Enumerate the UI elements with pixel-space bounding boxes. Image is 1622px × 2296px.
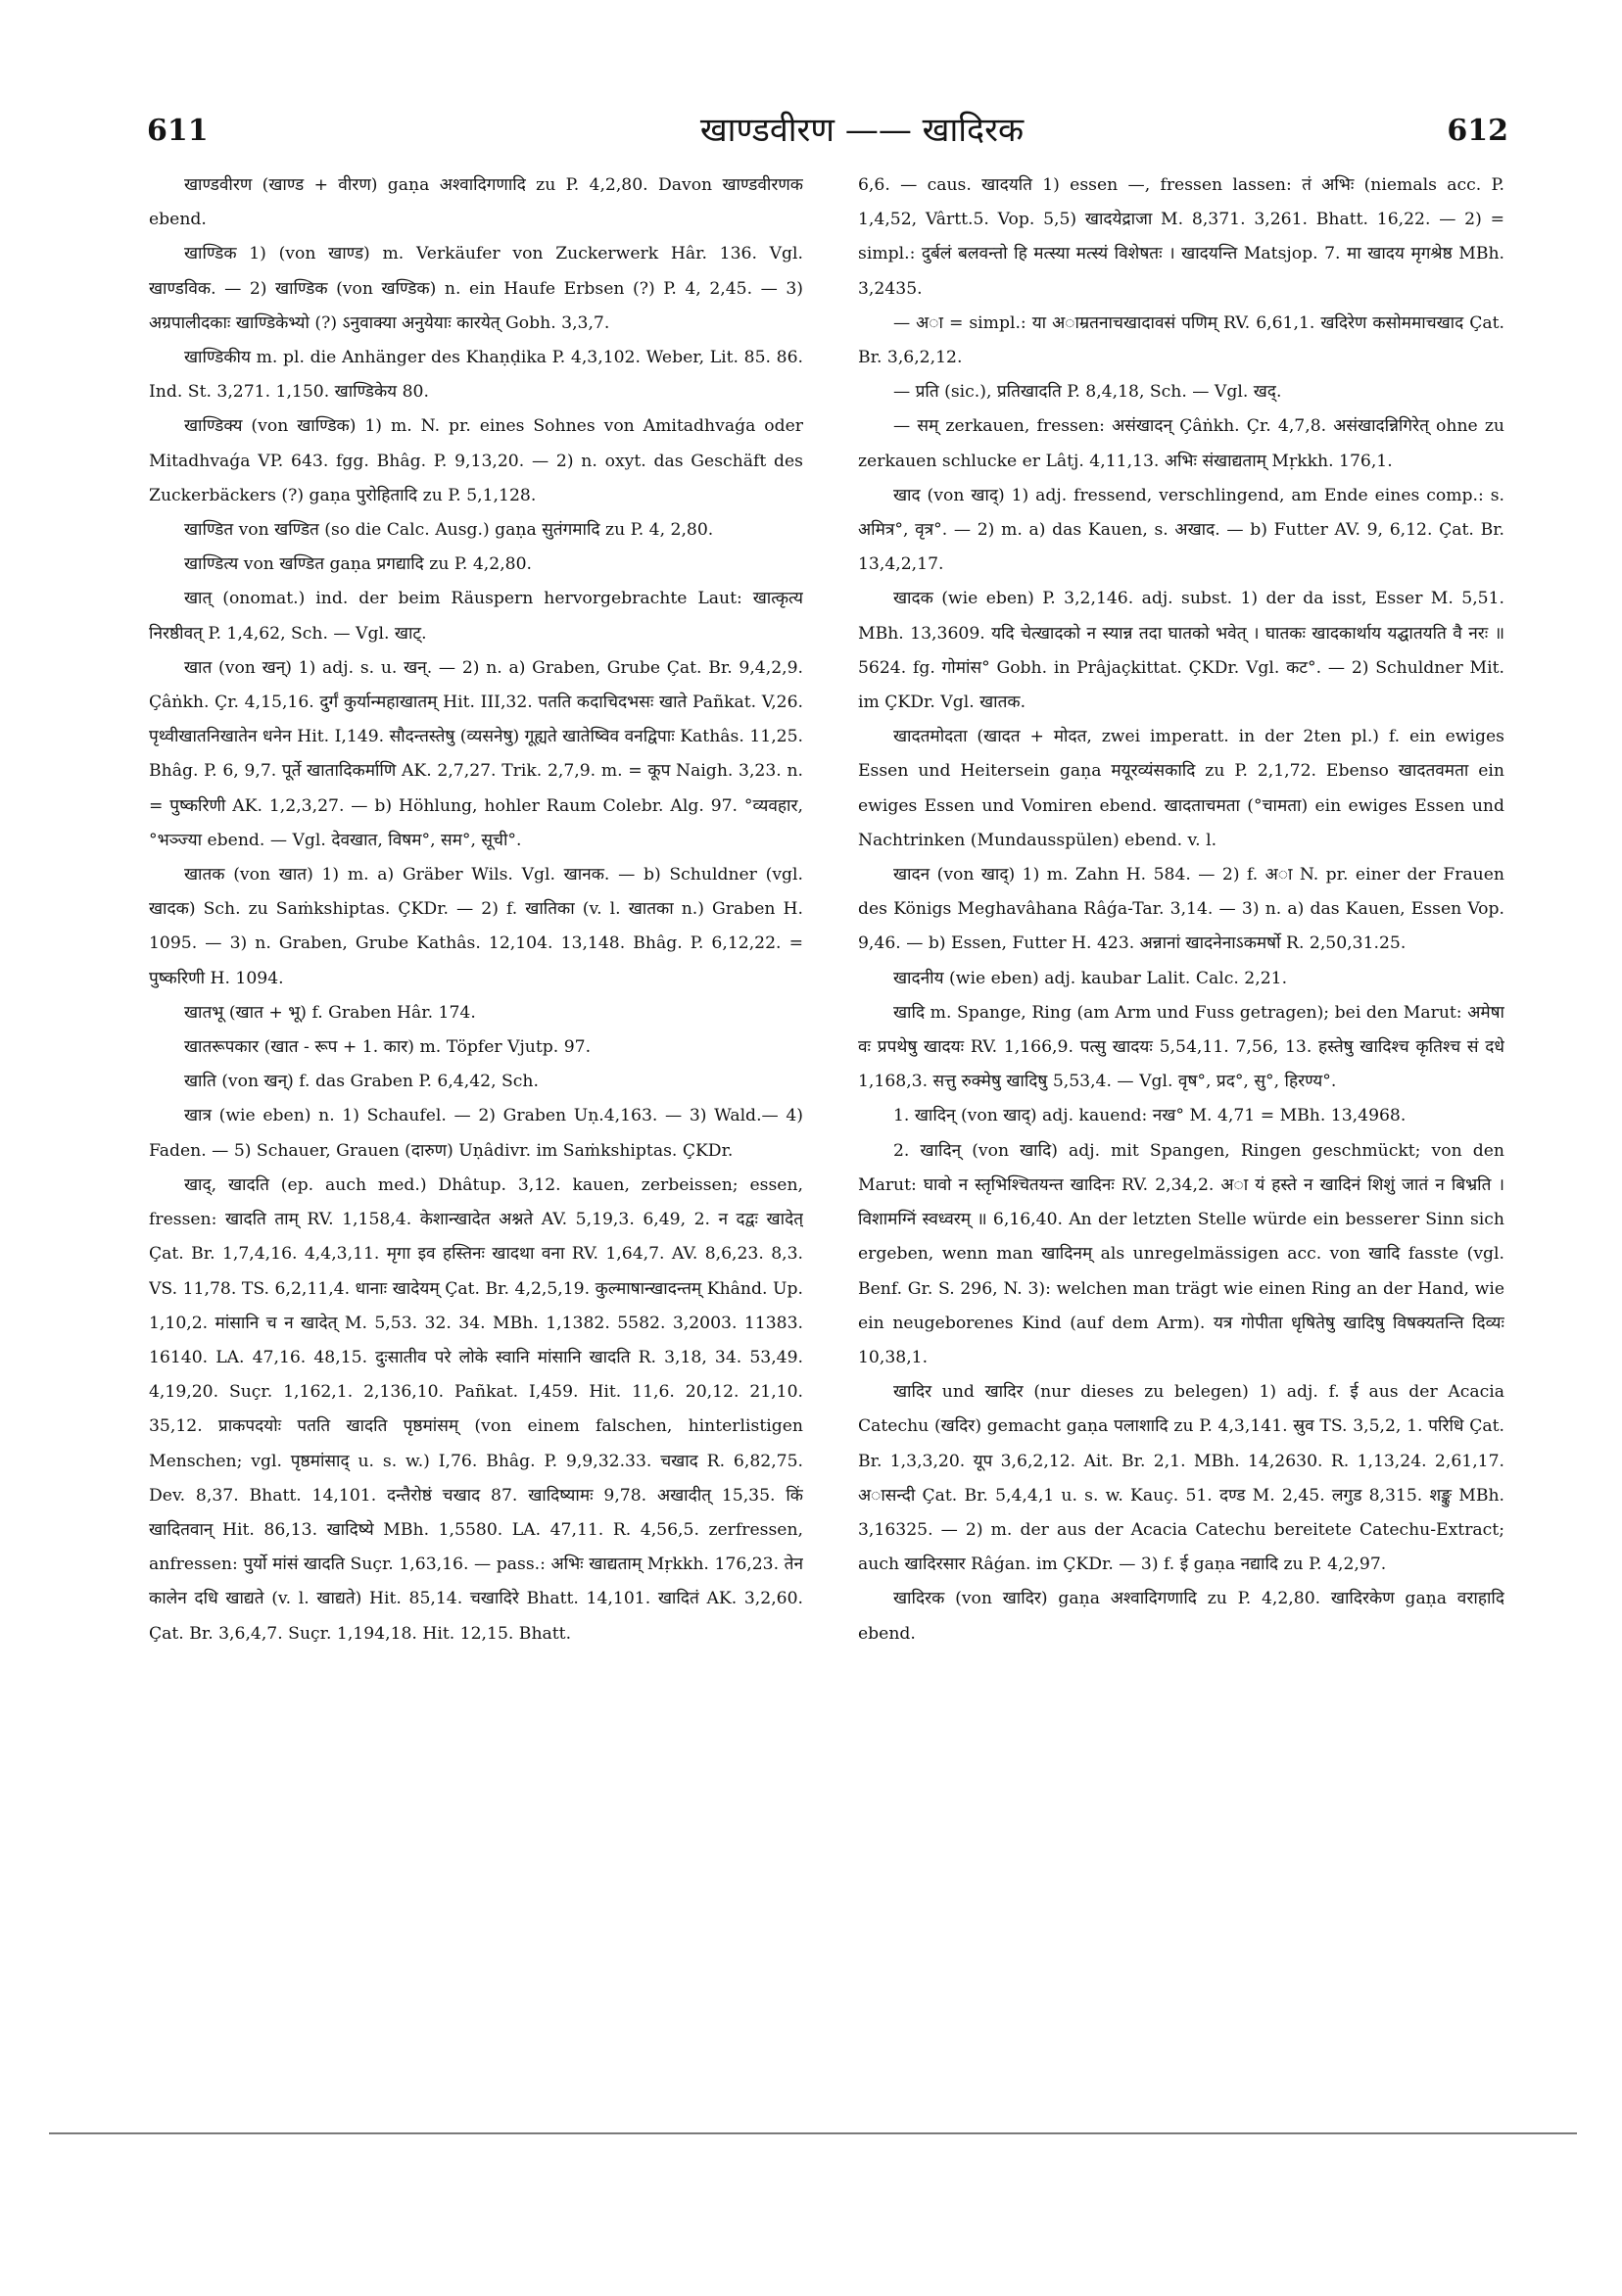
entry: — अा = simpl.: या अाम्रतनाचखादावसं पणिम् RV. 6,61,1. खदिरेण कसोममाचखाद Çat. Br. 3,6,2,12. <box>858 312 1504 368</box>
entry: खात् (onomat.) ind. der beim Räuspern hervorgebrachte Laut: खात्कृत्य निरष्ठीवत् P. 1,4,62, Sch. — Vgl. खाट्. <box>149 589 803 644</box>
entry: खाद्, खादति (ep. auch med.) Dhâtup. 3,12. kauen, zerbeissen; essen, fressen: खादति ताम् RV. 1,158,4. केशान्खादेत अश्नते AV. 5,19,3. 6,49, 2. न दद्वः खादेत् Çat. Br. 1,7,4,16. 4,4,3,11. मृगा इव हस्तिनः खादथा वना RV. 1,64,7. AV. 8,6,23. 8,3. VS. 11,78. TS. 6,2,11,4. धानाः खादेयम् Çat. Br. 4,2,5,19. कुल्माषान्खादन्तम् Khând. Up. 1,10,2. मांसानि च न खादेत् M. 5,53. 32. 34. MBh. 1,1382. 5582. 3,2003. 11383. 16140. LA. 47,16. 48,15. दुःसातीव परे लोके स्वानि मांसानि खादति R. 3,18, 34. 53,49. 4,19,20. Suçr. 1,162,1. 2,136,10. Pañkat. I,459. Hit. 11,6. 20,12. 21,10. 35,12. प्राकपदयोः पतति खादति पृष्ठमांसम् (von einem falschen, hinterlistigen Menschen; vgl. पृष्ठमांसाद् u. s. w.) I,76. Bhâg. P. 9,9,32.33. चखाद R. 6,82,75. Dev. 8,37. Bhatt. 14,101. दन्तैरोष्ठं चखाद 87. खादिष्यामः 9,78. अखादीत् 15,35. किं खादितवान् Hit. 86,13. खादिष्ये MBh. 1,5580. LA. 47,11. R. 4,56,5. zerfressen, anfressen: पुर्यो मांसं खादति Suçr. 1,63,16. — pass.: अभिः खाद्यताम् Mṛkkh. 176,23. तेन कालेन दधि खाद्यते (v. l. खाद्यते) Hit. 85,14. चखादिरे Bhatt. 14,101. खादितं AK. 3,2,60. Çat. Br. 3,6,4,7. Suçr. 1,194,18. Hit. 12,15. Bhatt. <box>149 1174 803 1644</box>
entry: खाण्डित्य von खण्डित gaṇa प्रगद्यादि zu P. 4,2,80. <box>184 554 532 575</box>
right-column <box>858 168 1504 2030</box>
entry: — सम् zerkauen, fressen: असंखादन् Çâṅkh. Çr. 4,7,8. असंखादन्निगिरेत् ohne zu zerkauen schlucke er Lâtj. 4,11,13. अभिः संखाद्यताम् Mṛkkh. 176,1. <box>858 416 1504 471</box>
entry: खाति (von खन्) f. das Graben P. 6,4,42, Sch. <box>184 1072 539 1092</box>
page-number-right: 612 <box>1447 114 1508 148</box>
entry: — प्रति (sic.), प्रतिखादति P. 8,4,18, Sch. — Vgl. खद्. <box>893 382 1282 403</box>
entry: खातभू (खात + भू) f. Graben Hâr. 174. <box>184 1002 476 1023</box>
page-number-left: 611 <box>147 114 209 148</box>
entry: खातरूपकार (खात - रूप + 1. कार) m. Töpfer Vjutp. 97. <box>184 1037 592 1058</box>
entry: खादतमोदता (खादत + मोदत, zwei imperatt. in der 2ten pl.) f. ein ewiges Essen und Heitersein gaṇa मयूरव्यंसकादि zu P. 2,1,72. Ebenso खादतवमता ein ewiges Essen und Vomiren ebend. खादताचमता (°चामता) ein ewiges Essen und Nachtrinken (Mundausspülen) ebend. v. l. <box>858 727 1504 850</box>
entry: खाण्डिक 1) (von खाण्ड) m. Verkäufer von Zuckerwerk Hâr. 136. Vgl. खाण्डविक. — 2) खाण्डिक (von खण्डिक) n. ein Haufe Erbsen (?) P. 4, 2,45. — 3) अग्रपालीदकाः खाण्डिकेभ्यो (?) ऽनुवाक्या अनुयेयाः कारयेत् Gobh. 3,3,7. <box>149 244 803 333</box>
entry: खात (von खन्) 1) adj. s. u. खन्. — 2) n. a) Graben, Grube Çat. Br. 9,4,2,9. Çâṅkh. Çr. 4,15,16. दुर्गं कुर्यान्महाखातम् Hit. III,32. पतति कदाचिदभसः खाते Pañkat. V,26. पृथ्वीखातनिखातेन धनेन Hit. I,149. सौदन्तस्तेषु (व्यसनेषु) गूह्यते खातेष्विव वनद्विपाः Kathâs. 11,25. Bhâg. P. 6, 9,7. पूर्ते खातादिकर्माणि AK. 2,7,27. Trik. 2,7,9. m. = कूप Naigh. 3,23. n. = पुष्करिणी AK. 1,2,3,27. — b) Höhlung, hohler Raum Colebr. Alg. 97. °व्यवहार, °भञ्ज्या ebend. — Vgl. देवखात, विषम°, सम°, सूची°. <box>149 657 803 850</box>
page-header <box>147 106 1508 155</box>
entry-continuation: 6,6. — caus. खादयति 1) essen —, fressen lassen: तं अभिः (niemals acc. P. 1,4,52, Vârtt.5. Vop. 5,5) खादयेद्राजा M. 8,371. 3,261. Bhatt. 16,22. — 2) = simpl.: दुर्बलं बलवन्तो हि मत्स्या मत्स्यं विशेषतः । खादयन्ति Matsjop. 7. मा खादय मृगश्रेष्ठ MBh. 3,2435. <box>858 175 1504 299</box>
entry: खाण्डित von खण्डित (so die Calc. Ausg.) gaṇa सुतंगमादि zu P. 4, 2,80. <box>184 520 714 541</box>
entry: खादक (wie eben) P. 3,2,146. adj. subst. 1) der da isst, Esser M. 5,51. MBh. 13,3609. यदि चेत्खादको न स्यान्न तदा घातको भवेत् । घातकः खादकार्थाय यद्घातयति वै नरः ॥ 5624. fg. गोमांस° Gobh. in Prâjaçkittat. ÇKDr. Vgl. कट°. — 2) Schuldner Mit. im ÇKDr. Vgl. खातक. <box>858 589 1504 713</box>
entry: खादिरक (von खादिर) gaṇa अश्वादिगणादि zu P. 4,2,80. खादिरकेण gaṇa वराहादि ebend. <box>858 1589 1504 1644</box>
entry: खाद (von खाद्) 1) adj. fressend, verschlingend, am Ende eines comp.: s. अमित्र°, वृत्र°. — 2) m. a) das Kauen, s. अखाद. — b) Futter AV. 9, 6,12. Çat. Br. 13,4,2,17. <box>858 485 1504 575</box>
entry: खादिर und खादिर (nur dieses zu belegen) 1) adj. f. ई aus der Acacia Catechu (खदिर) gemacht gaṇa पलाशादि zu P. 4,3,141. स्रुव TS. 3,5,2, 1. परिधि Çat. Br. 1,3,3,20. यूप 3,6,2,12. Ait. Br. 2,1. MBh. 14,2630. R. 1,13,24. 2,61,17. अासन्दी Çat. Br. 5,4,4,1 u. s. w. Kauç. 51. दण्ड M. 2,45. लगुड 8,315. शङ्कु MBh. 3,16325. — 2) m. der aus der Acacia Catechu bereitete Catechu-Extract; auch खादिरसार Râǵan. im ÇKDr. — 3) f. ई gaṇa नद्यादि zu P. 4,2,97. <box>858 1382 1504 1575</box>
entry: खाण्डवीरण (खाण्ड + वीरण) gaṇa अश्वादिगणादि zu P. 4,2,80. Davon खाण्डवीरणक ebend. <box>149 175 803 230</box>
running-head: खाण्डवीरण —— खादिरक <box>699 111 1025 150</box>
entry: खादनीय (wie eben) adj. kaubar Lalit. Calc. 2,21. <box>893 968 1288 988</box>
entry: खाण्डिक्य (von खाण्डिक) 1) m. N. pr. eines Sohnes von Amitadhvaǵa oder Mitadhvaǵa VP. 643. fgg. Bhâg. P. 9,13,20. — 2) n. oxyt. das Geschäft des Zuckerbäckers (?) gaṇa पुरोहितादि zu P. 5,1,128. <box>149 416 803 505</box>
entry: खाण्डिकीय m. pl. die Anhänger des Khaṇḍika P. 4,3,102. Weber, Lit. 85. 86. Ind. St. 3,271. 1,150. खाण्डिकेय 80. <box>149 348 803 403</box>
entry: 2. खादिन् (von खादि) adj. mit Spangen, Ringen geschmückt; von den Marut: घावो न स्तृभिश्चितयन्त खादिनः RV. 2,34,2. अा यं हस्ते न खादिनं शिशुं जातं न बिभ्रति । विशामग्निं स्वध्वरम् ॥ 6,16,40. An der letzten Stelle würde ein besserer Sinn sich ergeben, wenn man खादिनम् als unregelmässigen acc. von खादि fasste (vgl. Benf. Gr. S. 296, N. 3): welchen man trägt wie einen Ring an der Hand, wie ein neugeborenes Kind (auf dem Arm). यत्र गोपीता धृषितेषु खादिषु विषक्यतन्ति दिव्यः 10,38,1. <box>858 1140 1504 1367</box>
footer-rule <box>49 2132 1577 2134</box>
entry: खातक (von खात) 1) m. a) Gräber Wils. Vgl. खानक. — b) Schuldner (vgl. खादक) Sch. zu Saṁkshiptas. ÇKDr. — 2) f. खातिका (v. l. खातका n.) Graben H. 1095. — 3) n. Graben, Grube Kathâs. 12,104. 13,148. Bhâg. P. 6,12,22. = पुष्करिणी H. 1094. <box>149 865 803 988</box>
entry: खादन (von खाद्) 1) m. Zahn H. 584. — 2) f. अा N. pr. einer der Frauen des Königs Meghavâhana Râǵa-Tar. 3,14. — 3) n. a) das Kauen, Essen Vop. 9,46. — b) Essen, Futter H. 423. अन्नानां खादनेनाऽकमर्षो R. 2,50,31.25. <box>858 865 1504 954</box>
entry: खादि m. Spange, Ring (am Arm und Fuss getragen); bei den Marut: अमेषा वः प्रपथेषु खादयः RV. 1,166,9. पत्सु खादयः 5,54,11. 7,56, 13. हस्तेषु खादिश्च कृतिश्च सं दधे 1,168,3. सत्तु रुक्मेषु खादिषु 5,53,4. — Vgl. वृष°, प्रद°, सु°, हिरण्य°. <box>858 1002 1504 1092</box>
entry: खात्र (wie eben) n. 1) Schaufel. — 2) Graben Uṇ.4,163. — 3) Wald.— 4) Faden. — 5) Schauer, Grauen (दारुण) Uṇâdivr. im Saṁkshiptas. ÇKDr. <box>149 1106 803 1161</box>
left-column <box>149 168 803 2030</box>
entry: 1. खादिन् (von खाद्) adj. kauend: नख° M. 4,71 = MBh. 13,4968. <box>893 1106 1407 1126</box>
